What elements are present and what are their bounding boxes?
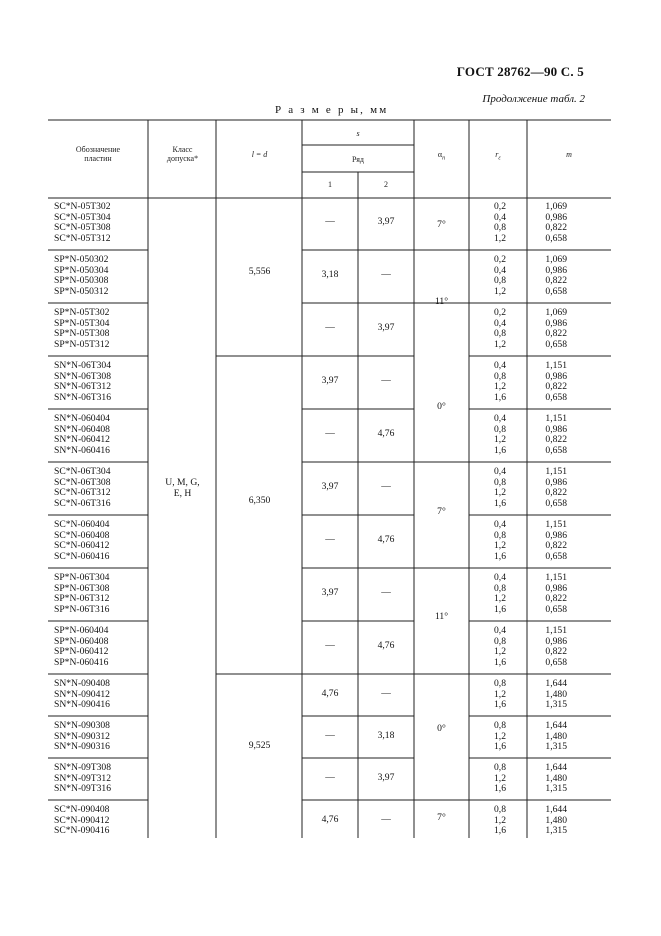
- radius-value: 1,2: [494, 232, 506, 244]
- radius-value: 0,4: [494, 519, 506, 530]
- header-r-sub: ε: [498, 155, 501, 162]
- radius-value: 0,8: [494, 678, 506, 689]
- m-value: 0,986: [545, 317, 567, 329]
- s-row1-value: —: [325, 216, 335, 228]
- s-row1-value: —: [325, 428, 335, 440]
- radius-value: 1,6: [494, 550, 506, 562]
- m-value: 1,644: [545, 762, 567, 773]
- m-value: 1,151: [545, 625, 567, 636]
- m-value: 1,644: [545, 720, 567, 731]
- plate-designation: SP*N-060412: [54, 646, 109, 658]
- s-row1-value: 3,97: [321, 587, 339, 599]
- plate-designation: SN*N-090416: [54, 699, 110, 711]
- radius-value: 0,8: [494, 720, 506, 731]
- plate-designation: SC*N-06T312: [54, 487, 111, 499]
- radius-value: 0,8: [494, 529, 506, 541]
- dimensions-caption: Р а з м е р ы, мм: [275, 104, 389, 116]
- m-value: 0,658: [545, 603, 567, 615]
- m-value: 0,822: [545, 540, 567, 552]
- s-row1-value: —: [325, 729, 335, 741]
- plate-designation: SN*N-06T304: [54, 360, 112, 371]
- m-value: 0,658: [545, 285, 567, 297]
- m-value: 0,986: [545, 264, 567, 276]
- radius-value: 1,2: [494, 688, 506, 700]
- radius-value: 1,6: [494, 699, 506, 711]
- radius-value: 0,8: [494, 222, 506, 234]
- s-row2-value: —: [381, 269, 391, 281]
- header-row-1: 1: [328, 180, 332, 189]
- m-value: 1,480: [545, 730, 567, 742]
- s-row1-value: 3,18: [321, 269, 339, 281]
- alpha-cell-4: 7°: [437, 506, 446, 517]
- tolerance-class-line2: E, H: [173, 487, 192, 499]
- plate-designation: SP*N-06T316: [54, 603, 110, 615]
- radius-value: 1,2: [494, 772, 506, 784]
- header-alpha-symbol: α: [437, 150, 443, 159]
- m-value: 0,986: [545, 211, 567, 223]
- plate-designation: SN*N-09T308: [54, 762, 112, 773]
- m-value: 0,822: [545, 222, 567, 234]
- plate-designation: SC*N-05T304: [54, 211, 111, 223]
- m-value: 0,986: [545, 529, 567, 541]
- plate-designation: SP*N-060416: [54, 656, 109, 668]
- plate-designation: SN*N-060412: [54, 434, 110, 446]
- header-r: [469, 150, 527, 164]
- s-row1-value: —: [325, 322, 335, 334]
- m-value: 1,644: [545, 678, 567, 689]
- plate-designation: SC*N-05T308: [54, 222, 111, 234]
- header-tolerance-line2: допуска*: [166, 154, 199, 163]
- radius-value: 0,8: [494, 275, 506, 287]
- m-value: 0,822: [545, 434, 567, 446]
- radius-value: 1,2: [494, 646, 506, 658]
- m-value: 0,822: [545, 487, 567, 499]
- tolerance-class-cell: [149, 478, 216, 499]
- radius-value: 1,2: [494, 381, 506, 393]
- s-row2-value: —: [381, 687, 391, 699]
- radius-value: 1,6: [494, 497, 506, 509]
- tolerance-class-line1: U, M, G,: [165, 477, 200, 488]
- plate-designation: SN*N-090316: [54, 741, 110, 753]
- radius-value: 1,6: [494, 741, 506, 753]
- plate-designation: SP*N-06T312: [54, 593, 110, 605]
- m-value: 1,315: [545, 783, 567, 795]
- plate-designation: SN*N-090308: [54, 720, 110, 731]
- radius-value: 0,8: [494, 762, 506, 773]
- m-value: 1,480: [545, 772, 567, 784]
- m-value: 0,658: [545, 656, 567, 668]
- plate-designation: SP*N-06T304: [54, 572, 110, 583]
- radius-value: 1,2: [494, 814, 506, 826]
- m-value: 0,658: [545, 232, 567, 244]
- plate-designation: SP*N-050312: [54, 285, 109, 297]
- s-row2-value: 4,76: [377, 534, 395, 546]
- plate-designation: SC*N-05T302: [54, 201, 111, 212]
- m-value: 1,480: [545, 814, 567, 826]
- plate-designation: SC*N-06T308: [54, 476, 111, 488]
- page-header: ГОСТ 28762—90 С. 5: [456, 64, 584, 79]
- plate-designation: SC*N-060416: [54, 550, 110, 562]
- radius-value: 0,4: [494, 211, 506, 223]
- m-value: 0,658: [545, 338, 567, 350]
- l-d-cell-3: 9,525: [248, 740, 271, 751]
- m-value: 0,986: [545, 476, 567, 488]
- alpha-cell-3: 0°: [437, 401, 446, 412]
- radius-value: 1,2: [494, 593, 506, 605]
- radius-value: 0,4: [494, 625, 506, 636]
- m-value: 0,658: [545, 391, 567, 403]
- plate-designation: SP*N-060408: [54, 635, 109, 647]
- m-value: 0,822: [545, 328, 567, 340]
- radius-value: 0,8: [494, 635, 506, 647]
- alpha-cell-1: 7°: [437, 219, 446, 230]
- plate-designation: SC*N-06T304: [54, 466, 111, 477]
- plate-designation: SN*N-09T316: [54, 783, 112, 795]
- s-row1-value: 4,76: [321, 687, 339, 699]
- plate-designation: SC*N-090412: [54, 814, 110, 826]
- m-value: 1,644: [545, 804, 567, 815]
- plate-designation: SP*N-06T308: [54, 582, 110, 594]
- header-s: s: [356, 129, 360, 138]
- plate-designation: SN*N-060408: [54, 423, 110, 435]
- plate-designation: SP*N-050308: [54, 275, 109, 287]
- plate-designation: SP*N-05T302: [54, 307, 110, 318]
- plate-designation: SN*N-06T316: [54, 391, 112, 403]
- m-value: 0,658: [545, 444, 567, 456]
- radius-value: 1,2: [494, 540, 506, 552]
- radius-value: 1,6: [494, 603, 506, 615]
- s-row2-value: 4,76: [377, 428, 395, 440]
- m-value: 1,315: [545, 825, 567, 837]
- radius-value: 1,2: [494, 285, 506, 297]
- s-row2-value: —: [381, 587, 391, 599]
- plate-designation: SC*N-090408: [54, 804, 110, 815]
- plate-designation: SC*N-090416: [54, 825, 110, 837]
- radius-value: 1,6: [494, 656, 506, 668]
- radius-value: 0,4: [494, 317, 506, 329]
- radius-value: 0,4: [494, 466, 506, 477]
- header-designation-line2: пластин: [84, 154, 112, 163]
- radius-value: 1,2: [494, 434, 506, 446]
- radius-value: 0,8: [494, 328, 506, 340]
- radius-value: 1,6: [494, 783, 506, 795]
- plate-designation: SN*N-090412: [54, 688, 110, 700]
- m-value: 0,986: [545, 582, 567, 594]
- radius-value: 1,2: [494, 338, 506, 350]
- plate-designation: SC*N-05T312: [54, 232, 111, 244]
- m-value: 1,151: [545, 360, 567, 371]
- radius-value: 0,8: [494, 804, 506, 815]
- m-value: 1,151: [545, 466, 567, 477]
- m-value: 0,986: [545, 370, 567, 382]
- alpha-cell-2: 11°: [434, 296, 449, 307]
- header-alpha-sub: n: [442, 155, 446, 162]
- s-row1-value: —: [325, 771, 335, 783]
- header-tolerance: [149, 145, 216, 163]
- m-value: 1,315: [545, 699, 567, 711]
- m-value: 1,151: [545, 572, 567, 583]
- radius-value: 0,8: [494, 476, 506, 488]
- radius-value: 0,4: [494, 360, 506, 371]
- s-row1-value: 3,97: [321, 375, 339, 387]
- m-value: 1,315: [545, 741, 567, 753]
- header-r-symbol: r: [495, 150, 499, 159]
- plate-designation: SP*N-05T304: [54, 317, 110, 329]
- plate-designation: SC*N-06T316: [54, 497, 111, 509]
- radius-value: 0,8: [494, 423, 506, 435]
- plate-designation: SC*N-060412: [54, 540, 110, 552]
- plate-designation: SN*N-060404: [54, 413, 110, 424]
- radius-value: 0,8: [494, 370, 506, 382]
- m-value: 0,822: [545, 381, 567, 393]
- m-value: 1,480: [545, 688, 567, 700]
- radius-value: 1,6: [494, 444, 506, 456]
- alpha-cell-7: 7°: [437, 812, 446, 823]
- plate-designation: SP*N-05T312: [54, 338, 110, 350]
- plate-designation: SN*N-06T312: [54, 381, 112, 393]
- s-row2-value: 3,97: [377, 216, 395, 228]
- plate-designation: SC*N-060404: [54, 519, 110, 530]
- alpha-cell-6: 0°: [437, 723, 446, 734]
- plate-designation: SN*N-090312: [54, 730, 110, 742]
- plate-designation: SP*N-05T308: [54, 328, 110, 340]
- radius-value: 1,6: [494, 391, 506, 403]
- radius-value: 0,2: [494, 254, 506, 265]
- s-row1-value: —: [325, 534, 335, 546]
- plate-designation: SC*N-060408: [54, 529, 110, 541]
- m-value: 1,151: [545, 519, 567, 530]
- plate-designation: SP*N-060404: [54, 625, 109, 636]
- radius-value: 0,8: [494, 582, 506, 594]
- radius-value: 1,6: [494, 825, 506, 837]
- s-row2-value: —: [381, 375, 391, 387]
- m-value: 0,658: [545, 550, 567, 562]
- s-row1-value: 3,97: [321, 481, 339, 493]
- radius-value: 1,2: [494, 730, 506, 742]
- header-designation-line1: Обозначение: [75, 145, 121, 154]
- radius-value: 0,2: [494, 201, 506, 212]
- table-continuation-note: Продолжение табл. 2: [482, 93, 585, 105]
- s-row2-value: 3,18: [377, 729, 395, 741]
- l-d-cell-2: 6,350: [248, 495, 271, 506]
- radius-value: 1,2: [494, 487, 506, 499]
- m-value: 0,822: [545, 593, 567, 605]
- s-row2-value: 4,76: [377, 640, 395, 652]
- radius-value: 0,2: [494, 307, 506, 318]
- s-row2-value: 3,97: [377, 322, 395, 334]
- s-row2-value: —: [381, 813, 391, 825]
- m-value: 0,986: [545, 635, 567, 647]
- radius-value: 0,4: [494, 413, 506, 424]
- m-value: 0,986: [545, 423, 567, 435]
- alpha-cell-5: 11°: [434, 611, 449, 622]
- plate-designation: SN*N-09T312: [54, 772, 112, 784]
- s-row2-value: —: [381, 481, 391, 493]
- header-l-d: l = d: [251, 150, 268, 159]
- s-row1-value: —: [325, 640, 335, 652]
- m-value: 1,069: [545, 254, 567, 265]
- m-value: 1,069: [545, 307, 567, 318]
- plate-designation: SP*N-050302: [54, 254, 109, 265]
- m-value: 0,822: [545, 275, 567, 287]
- radius-value: 0,4: [494, 572, 506, 583]
- s-row1-value: 4,76: [321, 813, 339, 825]
- header-alpha: [414, 150, 469, 164]
- plate-designation: SN*N-090408: [54, 678, 110, 689]
- l-d-cell-1: 5,556: [248, 266, 271, 277]
- header-row-label: Ряд: [352, 155, 364, 164]
- header-tolerance-line1: Класс: [172, 145, 193, 154]
- header-row-2: 2: [384, 180, 388, 189]
- m-value: 1,069: [545, 201, 567, 212]
- m-value: 0,822: [545, 646, 567, 658]
- plate-designation: SN*N-060416: [54, 444, 110, 456]
- plate-designation: SN*N-06T308: [54, 370, 112, 382]
- m-value: 1,151: [545, 413, 567, 424]
- plate-designation: SP*N-050304: [54, 264, 109, 276]
- radius-value: 0,4: [494, 264, 506, 276]
- s-row2-value: 3,97: [377, 771, 395, 783]
- header-designation: [48, 145, 148, 163]
- header-m: m: [566, 150, 572, 159]
- m-value: 0,658: [545, 497, 567, 509]
